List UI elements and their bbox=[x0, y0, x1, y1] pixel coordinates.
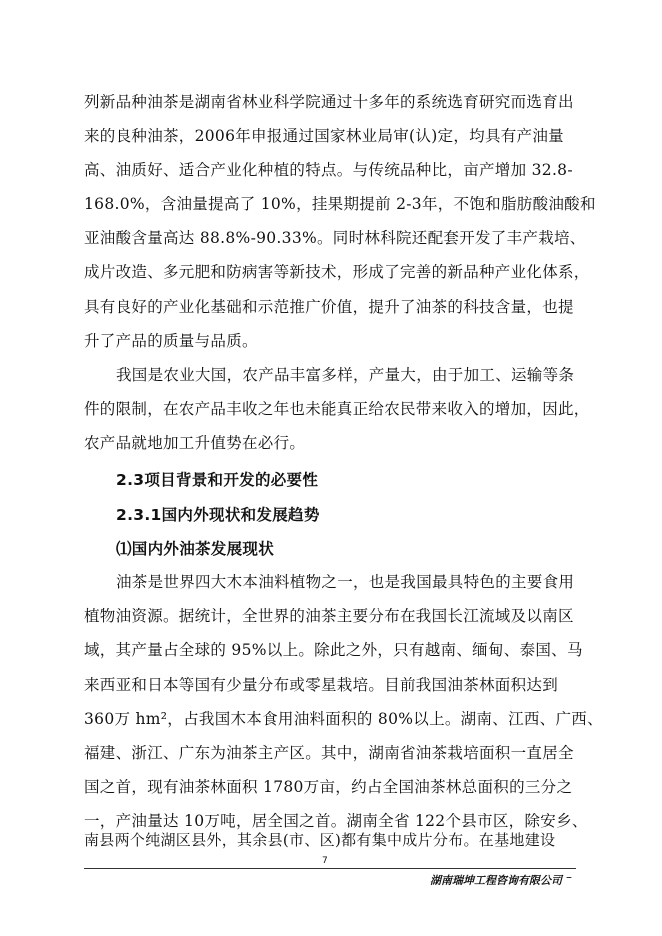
paragraph-line: 农产品就地加工升值势在必行。 bbox=[84, 434, 306, 452]
paragraph-line: 列新品种油茶是湖南省林业科学院通过十多年的系统选育研究而选育出 bbox=[84, 93, 574, 111]
paragraph-line: 我国是农业大国，农产品丰富多样，产量大，由于加工、运输等条 bbox=[116, 366, 575, 384]
paragraph-line: 国之首，现有油茶林面积 1780万亩，约占全国油茶林总面积的三分之 bbox=[84, 778, 573, 796]
subsection-heading: ⑴国内外油茶发展现状 bbox=[116, 540, 275, 558]
paragraph-line: 168.0%，含油量提高了 10%，挂果期提前 2-3年，不饱和脂肪酸油酸和 bbox=[84, 195, 596, 213]
paragraph-line: 来的良种油茶，2006年申报通过国家林业局审(认)定，均具有产油量 bbox=[84, 127, 564, 145]
paragraph-line: 油茶是世界四大木本油料植物之一，也是我国最具特色的主要食用 bbox=[116, 573, 575, 591]
section-heading-2-3: 2.3项目背景和开发的必要性 bbox=[116, 471, 319, 489]
footer-dash: – bbox=[566, 870, 572, 884]
section-heading-2-3-1: 2.3.1国内外现状和发展趋势 bbox=[116, 506, 320, 524]
paragraph-line: 成片改造、多元肥和防病害等新技术，形成了完善的新品种产业化体系， bbox=[84, 263, 590, 281]
paragraph-line: 植物油资源。据统计，全世界的油茶主要分布在我国长江流域及以南区 bbox=[84, 607, 574, 625]
paragraph-line: 件的限制，在农产品丰收之年也未能真正给农民带来收入的增加，因此， bbox=[84, 400, 590, 418]
page-number: 7 bbox=[322, 856, 328, 866]
paragraph-line: 一，产油量达 10万吨，居全国之首。湖南全省 122个县市区，除安乡、 bbox=[84, 812, 588, 830]
paragraph-line: 升了产品的质量与品质。 bbox=[84, 332, 258, 350]
paragraph-line: 360万 hm²，占我国木本食用油料面积的 80%以上。湖南、江西、广西、 bbox=[84, 710, 603, 728]
paragraph-line: 来西亚和日本等国有少量分布或零星栽培。目前我国油茶林面积达到 bbox=[84, 676, 559, 694]
paragraph-line: 具有良好的产业化基础和示范推广价值，提升了油茶的科技含量，也提 bbox=[84, 298, 574, 316]
paragraph-line: 福建、浙江、广东为油茶主产区。其中，湖南省油茶栽培面积一直居全 bbox=[84, 744, 574, 762]
paragraph-line: 南县两个纯湖区县外，其余县(市、区)都有集中成片分布。在基地建设 bbox=[84, 831, 556, 849]
footer-divider bbox=[84, 868, 576, 869]
paragraph-line: 高、油质好、适合产业化种植的特点。与传统品种比，亩产增加 32.8- bbox=[84, 161, 573, 179]
paragraph-line: 域，其产量占全球的 95%以上。除此之外，只有越南、缅甸、泰国、马 bbox=[84, 641, 583, 659]
company-name: 湖南瑞坤工程咨询有限公司 bbox=[430, 874, 562, 887]
paragraph-line: 亚油酸含量高达 88.8%-90.33%。同时林科院还配套开发了丰产栽培、 bbox=[84, 229, 586, 247]
